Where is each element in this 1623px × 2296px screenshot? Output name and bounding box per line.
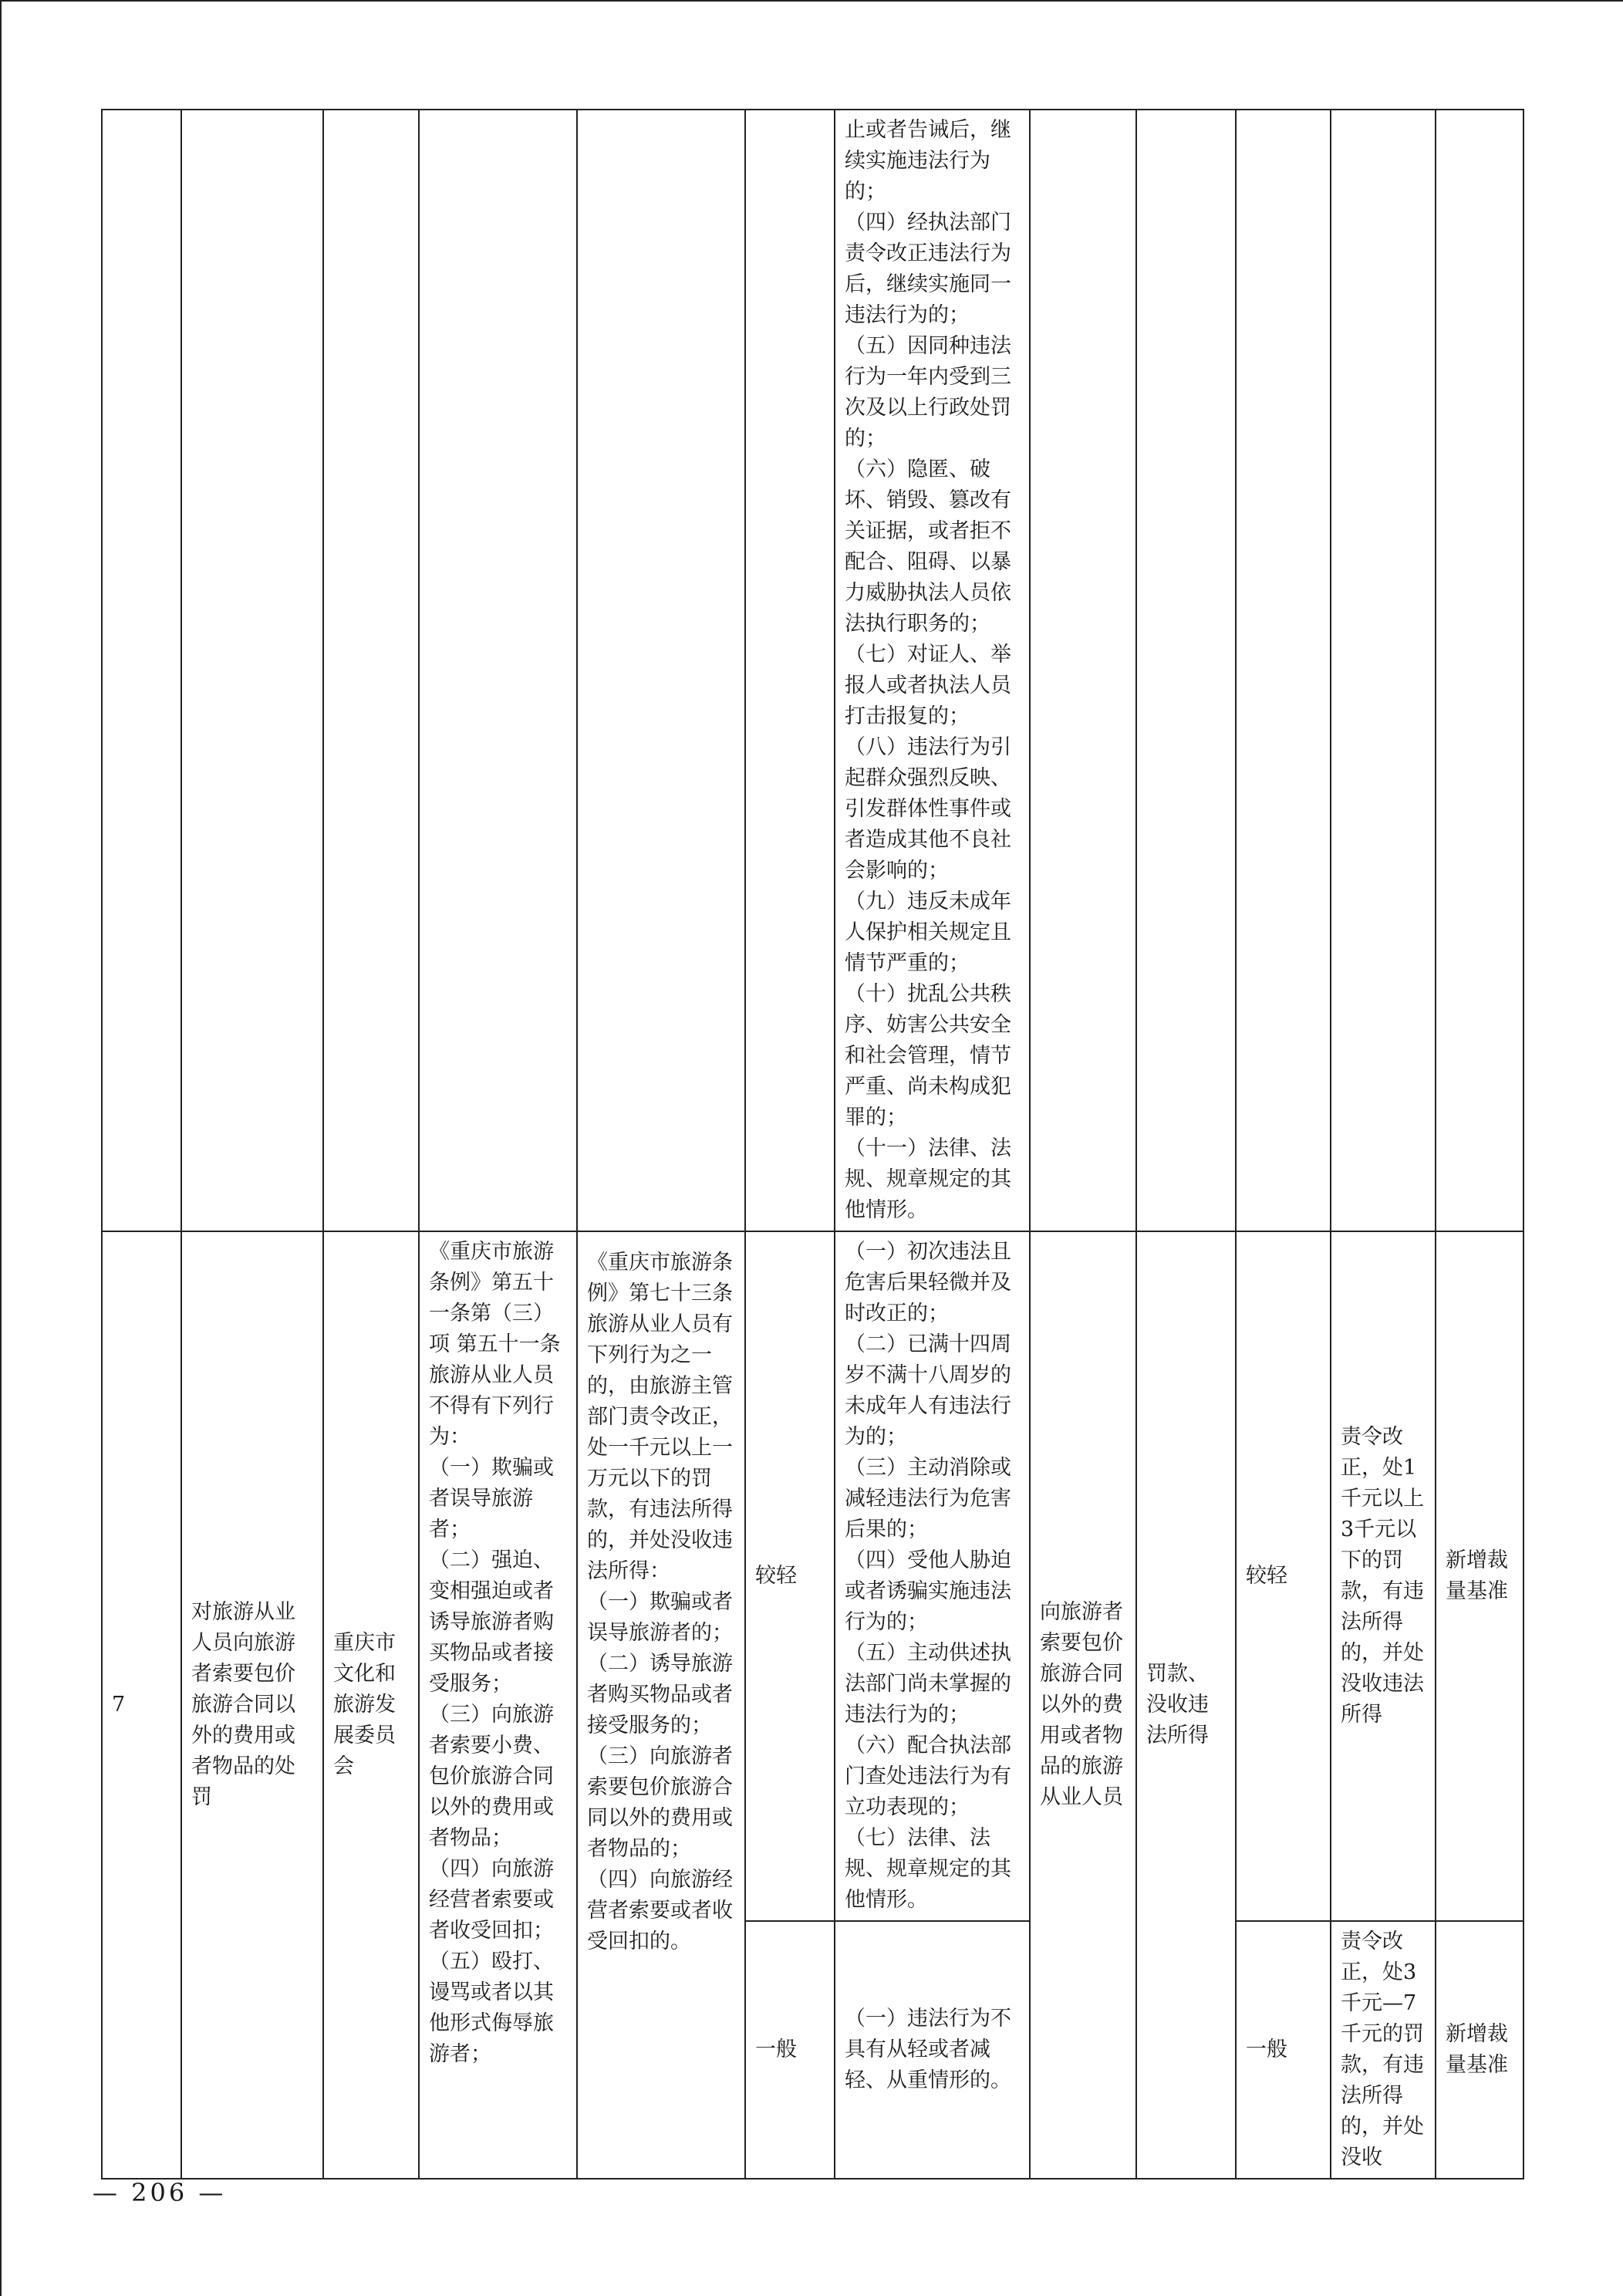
cell-subject <box>1030 110 1136 1231</box>
cell-subject: 向旅游者索要包价旅游合同以外的费用或者物品的旅游从业人员 <box>1030 1231 1136 2179</box>
cell-standard <box>1331 110 1436 1231</box>
page-border <box>0 0 1623 2</box>
cell-penalty-provision <box>577 110 745 1231</box>
cell-degree-repeat <box>1236 110 1331 1231</box>
page-number: — 206 — <box>93 2178 227 2207</box>
cell-violated-provision <box>419 110 577 1231</box>
cell-circumstances: 止或者告诫后，继续实施违法行为的； （四）经执法部门责令改正违法行为后，继续实施同一违法行为的； （五）因同种违法行为一年内受到三次及以上行政处罚的； （六）隐匿、破坏、销毁、篡改有关证据，或者拒不配合、阻碍、以暴力威胁执法人员依法执行职务的； （七）对证人、举报人或者执法人员打击报复的； （八）违法行为引起群众强烈反映、引发群体性事件或者造成其他不良社会影响的； （九）违反未成年人保护相关规定且情节严重的； （十）扰乱公共秩序、妨害公共安全和社会管理，情节严重、尚未构成犯罪的； （十一）法律、法规、规章规定的其他情形。 <box>835 110 1030 1231</box>
table-row-continuation <box>102 110 1523 1231</box>
cell-item-name: 对旅游从业人员向旅游者索要包价旅游合同以外的费用或者物品的处罚 <box>181 1231 323 2179</box>
cell-degree: 较轻 <box>745 1231 835 1921</box>
cell-degree: 一般 <box>745 1921 835 2179</box>
cell-number <box>102 110 181 1231</box>
cell-item-name <box>181 110 323 1231</box>
cell-degree-repeat: 一般 <box>1236 1921 1331 2179</box>
penalty-discretion-table <box>101 109 1524 2180</box>
cell-degree-repeat: 较轻 <box>1236 1231 1331 1921</box>
cell-circumstances: （一）初次违法且危害后果轻微并及时改正的； （二）已满十四周岁不满十八周岁的未成年人有违法行为的； （三）主动消除或减轻违法行为危害后果的； （四）受他人胁迫或者诱骗实施违法行为的； （五）主动供述执法部门尚未掌握的违法行为的； （六）配合执法部门查处违法行为有立功表现的； （七）法律、法规、规章规定的其他情形。 <box>835 1231 1030 1921</box>
cell-penalty-type <box>1136 110 1236 1231</box>
cell-authority: 重庆市文化和旅游发展委员会 <box>323 1231 419 2179</box>
cell-penalty-type: 罚款、没收违法所得 <box>1136 1231 1236 2179</box>
cell-standard: 责令改正，处1千元以上3千元以下的罚款，有违法所得的，并处没收违法所得 <box>1331 1231 1436 1921</box>
page-border <box>0 0 2 2296</box>
table-row-entry-7-level-1 <box>102 1231 1523 1921</box>
cell-degree <box>745 110 835 1231</box>
cell-circumstances: （一）违法行为不具有从轻或者减轻、从重情形的。 <box>835 1921 1030 2179</box>
cell-number: 7 <box>102 1231 181 2179</box>
cell-standard: 责令改正，处3千元—7千元的罚款，有违法所得的，并处没收 <box>1331 1921 1436 2179</box>
cell-remark <box>1436 110 1523 1231</box>
cell-remark: 新增裁量基准 <box>1436 1231 1523 1921</box>
cell-remark: 新增裁量基准 <box>1436 1921 1523 2179</box>
cell-penalty-provision: 《重庆市旅游条例》第七十三条 旅游从业人员有下列行为之一的，由旅游主管部门责令改正，处一千元以上一万元以下的罚款，有违法所得的，并处没收违法所得： （一）欺骗或者误导旅游者的； （二）诱导旅游者购买物品或者接受服务的； （三）向旅游者索要包价旅游合同以外的费用或者物品的； （四）向旅游经营者索要或者收受回扣的。 <box>577 1231 745 2179</box>
cell-violated-provision: 《重庆市旅游条例》第五十一条第（三）项 第五十一条 旅游从业人员不得有下列行为： （一）欺骗或者误导旅游者； （二）强迫、变相强迫或者诱导旅游者购买物品或者接受服务； （三）向旅游者索要小费、包价旅游合同以外的费用或者物品； （四）向旅游经营者索要或者收受回扣； （五）殴打、谩骂或者以其他形式侮辱旅游者； <box>419 1231 577 2179</box>
cell-authority <box>323 110 419 1231</box>
